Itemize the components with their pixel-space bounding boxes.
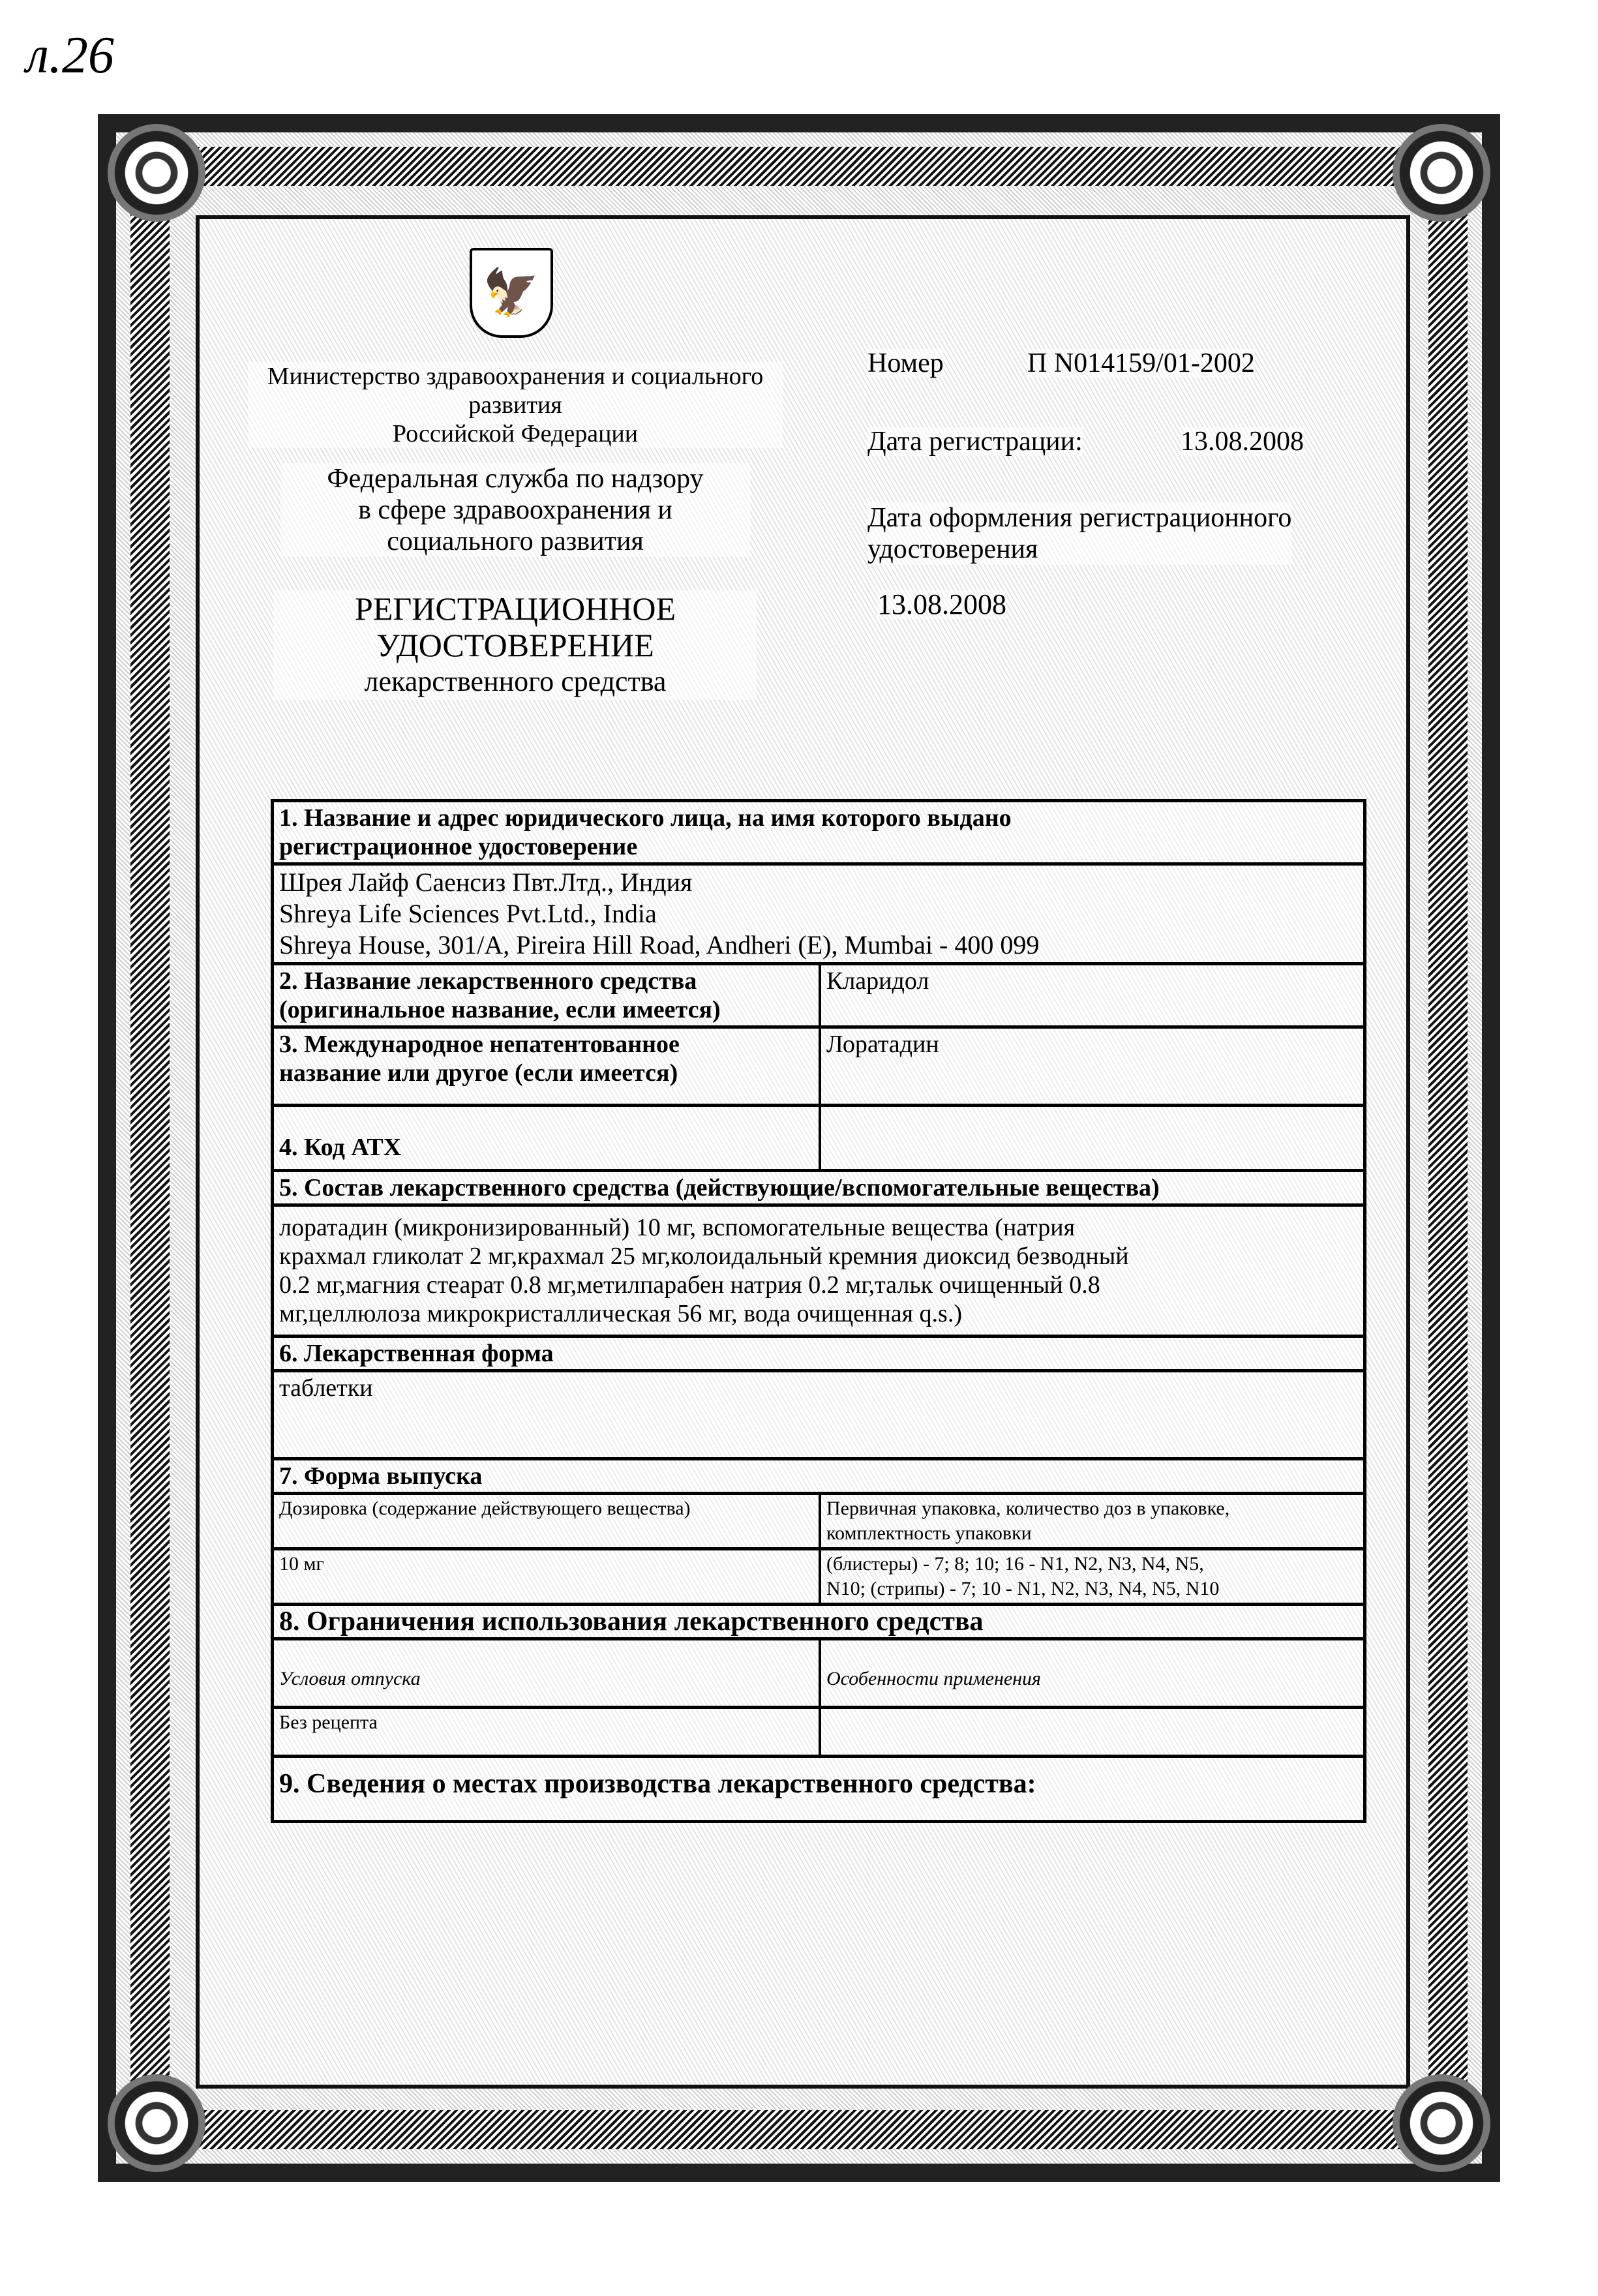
coat-of-arms-emblem-icon: 🦅 <box>470 248 553 338</box>
s2-label: 2. Название лекарственного средства (оригинальное название, если имеется) <box>279 967 721 1023</box>
atc-value <box>819 1107 1363 1169</box>
inn-value: Лоратадин <box>819 1029 1363 1104</box>
section-1-content: Шрея Лайф Саенсиз Пвт.Лтд., Индия Shreya Life Sciences Pvt.Ltd., India Shreya House, 301/A, Pireira Hill Road, Andheri (E), Mumbai - 400 099 <box>274 866 1363 965</box>
corner-ornament <box>108 2074 205 2172</box>
issue-date-label: Дата оформления регистрационного удостоверения <box>867 503 1292 564</box>
section-1-header: 1. Название и адрес юридического лица, на имя которого выдано регистрационное удостоверение <box>274 802 1363 866</box>
section-9-header: 9. Сведения о местах производства лекарственного средства: <box>279 1769 1036 1799</box>
section-6-content: таблетки <box>274 1372 1363 1460</box>
number-label: Номер <box>867 348 944 378</box>
reg-date-value: 13.08.2008 <box>1181 427 1304 457</box>
section-7-data: 10 мг (блистеры) - 7; 8; 10; 16 - N1, N2, N3, N4, N5, N10; (стрипы) - 7; 10 - N1, N2, N3, N4, N5, N10 <box>274 1550 1363 1606</box>
certificate-table <box>271 799 1366 1823</box>
section-6-header: 6. Лекарственная форма <box>274 1338 1363 1372</box>
service-name: Федеральная служба по надзору в сфере здравоохранения и социального развития <box>280 463 750 557</box>
corner-ornament <box>1393 2074 1490 2172</box>
s4-label: 4. Код АТХ <box>279 1134 402 1161</box>
section-5-content: лоратадин (микронизированный) 10 мг, вспомогательные вещества (натрия крахмал гликолат 2 мг,крахмал 25 мг,колоидальный кремния диоксид безводный 0.2 мг,магния стеарат 0.8 мг,метилпарабен натрия 0.2 мг,тальк очищенный 0.8 мг,целлюлоза микрокристаллическая 56 мг, вода очищенная q.s.) <box>274 1207 1363 1338</box>
section-8-data: Без рецепта <box>274 1709 1363 1758</box>
document-title: РЕГИСТРАЦИОННОЕ УДОСТОВЕРЕНИЕ лекарственного средства <box>274 590 757 700</box>
section-7-subheader: Дозировка (содержание действующего вещества) Первичная упаковка, количество доз в упаковке, комплектность упаковки <box>274 1495 1363 1550</box>
section-2-row <box>274 965 1363 1029</box>
corner-ornament <box>108 124 205 222</box>
corner-ornament <box>1393 124 1490 222</box>
reg-date-label: Дата регистрации: <box>867 427 1083 457</box>
s3-label: 3. Международное непатентованное название или другое (если имеется) <box>279 1031 680 1087</box>
issue-date-value: 13.08.2008 <box>877 588 1006 620</box>
trade-name-value: Кларидол <box>819 965 1363 1025</box>
section-8-subheader: Условия отпуска Особенности применения <box>274 1640 1363 1709</box>
section-7-header: 7. Форма выпуска <box>274 1460 1363 1495</box>
ministry-name: Министерство здравоохранения и социального развития Российской Федерации <box>248 362 783 448</box>
section-4-row <box>274 1107 1363 1172</box>
section-8-header: 8. Ограничения использования лекарственного средства <box>274 1606 1363 1640</box>
number-value: П N014159/01-2002 <box>1027 348 1255 378</box>
section-3-row <box>274 1029 1363 1107</box>
section-5-header: 5. Состав лекарственного средства (действующие/вспомогательные вещества) <box>274 1172 1363 1207</box>
handwritten-page-note: л.26 <box>26 27 114 84</box>
